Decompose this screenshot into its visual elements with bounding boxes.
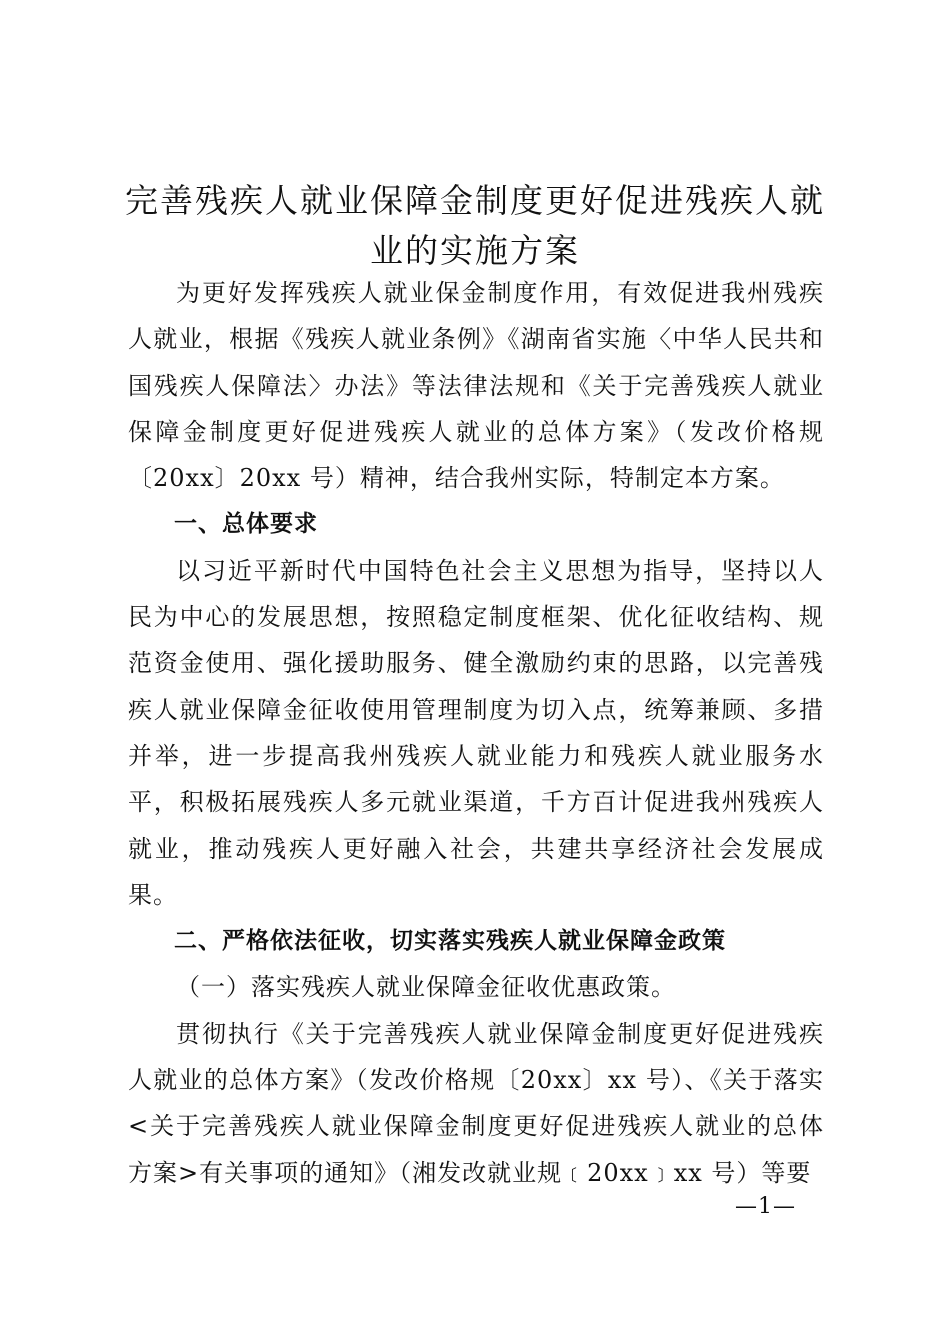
section-2-heading: 二、严格依法征收，切实落实残疾人就业保障金政策 (174, 928, 726, 955)
section-1-paragraph: 以习近平新时代中国特色社会主义思想为指导，坚持以人民为中心的发展思想，按照稳定制度框架、优化征收结构、规范资金使用、强化援助服务、健全激励约束的思路，以完善残疾人就业保障金征收使用管理制度为切入点，统筹兼顾、多措并举，进一步提高我州残疾人就业能力和残疾人就业服务水平，积极拓展残疾人多元就业渠道，千方百计促进我州残疾人就业，推动残疾人更好融入社会，共建共享经济社会发展成果。 (128, 556, 824, 909)
section-2-sub-1-paragraph: 贯彻执行《关于完善残疾人就业保障金制度更好促进残疾人就业的总体方案》（发改价格规〔20xx〕xx 号）、《关于落实<关于完善残疾人就业保障金制度更好促进残疾人就业的总体方案>有关事项的通知》（湘发改就业规﹝20xx﹞xx 号）等要 (128, 1019, 824, 1187)
page-number: —1— (735, 1194, 796, 1219)
intro-paragraph: 为更好发挥残疾人就业保金制度作用，有效促进我州残疾人就业，根据《残疾人就业条例》《湖南省实施〈中华人民共和国残疾人保障法〉办法》等法律法规和《关于完善残疾人就业保障金制度更好促进残疾人就业的总体方案》（发改价格规〔20xx〕20xx 号）精神，结合我州实际，特制定本方案。 (128, 279, 824, 493)
section-2-subheading-1: （一）落实残疾人就业保障金征收优惠政策。 (176, 973, 676, 1002)
document-body (128, 270, 824, 1196)
document-title: 完善残疾人就业保障金制度更好促进残疾人就业的实施方案 (125, 181, 825, 270)
section-1-heading: 一、总体要求 (174, 511, 318, 538)
